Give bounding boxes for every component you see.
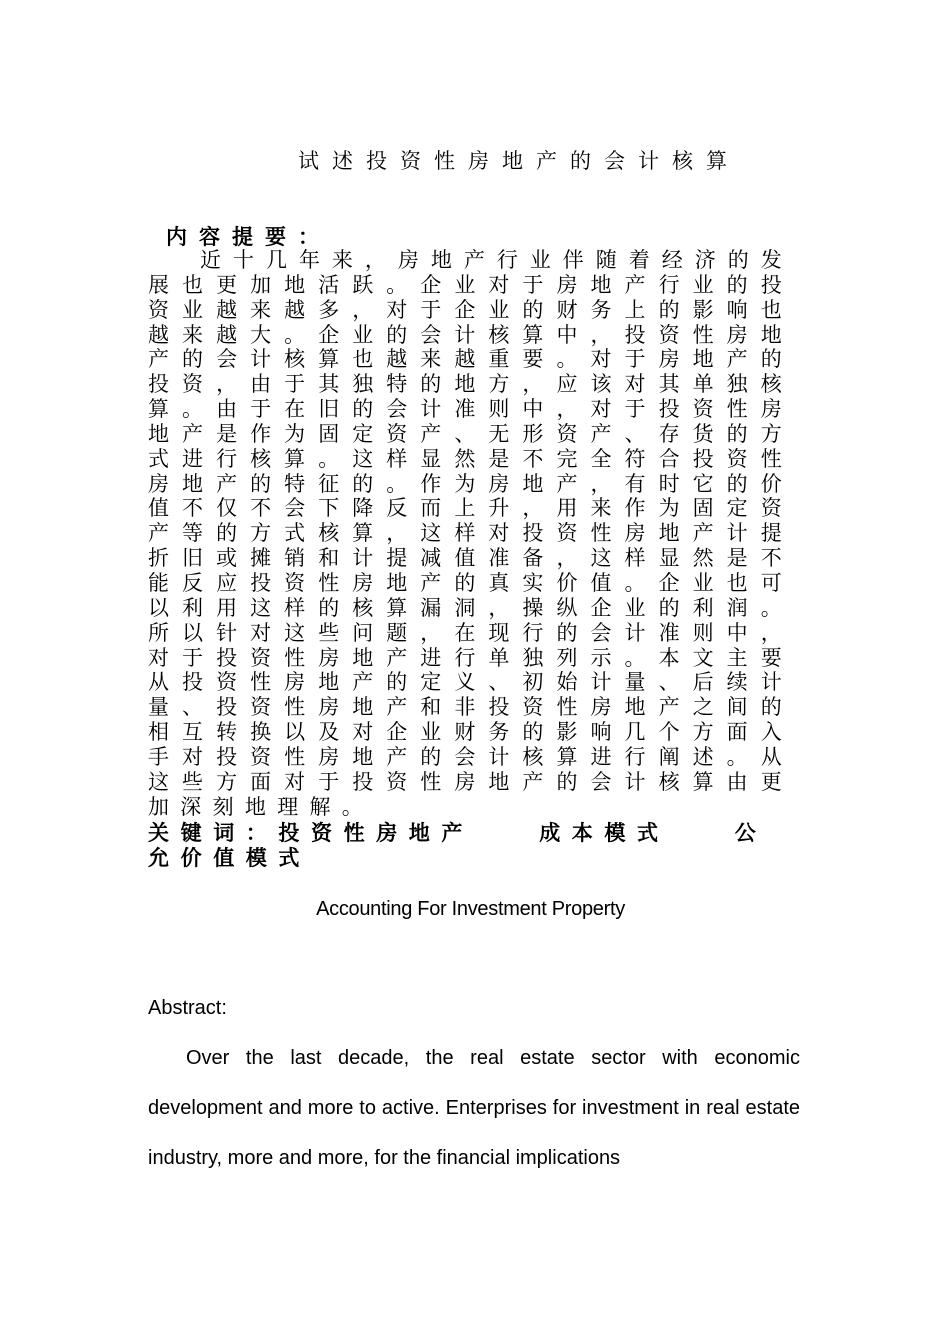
english-abstract-body: Over the last decade, the real estate sector with economic development and more to active. Enterprises for investment in real estate industry, more and more, for the financial implications (148, 1047, 800, 1169)
english-abstract-label: Abstract: (148, 997, 227, 1019)
chinese-abstract-body: 近十几年来，房地产行业伴随着经济的发展也更加地活跃。企业对于房地产行业的投资业越来越多，对于企业的财务上的影响也越来越大。企业的会计核算中，投资性房地产的会计核算也越来越重要。对于房地产的投资，由于其独特的地方，应该对其单独核算。由于在旧的会计准则中，对于投资性房地产是作为固定资产、无形资产、存货的方式进行核算。这样显然是不完全符合投资性房地产的特征的。作为房地产，有时它的价值不仅不会下降反而上升，用来作为固定资产等的方式核算，这样对投资性房地产计提折旧或摊销和计提减值准备，这样显然是不能反应投资性房地产的真实价值。企业也可以利用这样的核算漏洞，操纵企业的利润。所以针对这些问题，在现行的会计准则中，对于投资性房地产进行单独列示。本文主要从投资性房地产的定义、初始计量、后续计量、投资性房地产和非投资性房地产之间的相互转换以及对企业财务的影响几个方面入手对投资性房地产的会计核算进行阐述。从这些方面对于投资性房地产的会计核算由更加深刻地理解。 (148, 248, 793, 819)
english-title: Accounting For Investment Property (316, 898, 625, 920)
chinese-title: 试述投资性房地产的会计核算 (298, 149, 740, 173)
chinese-keywords: 关键词：投资性房地产 成本模式 公允价值模式 (148, 821, 768, 870)
chinese-abstract-label: 内容提要： (166, 225, 331, 249)
